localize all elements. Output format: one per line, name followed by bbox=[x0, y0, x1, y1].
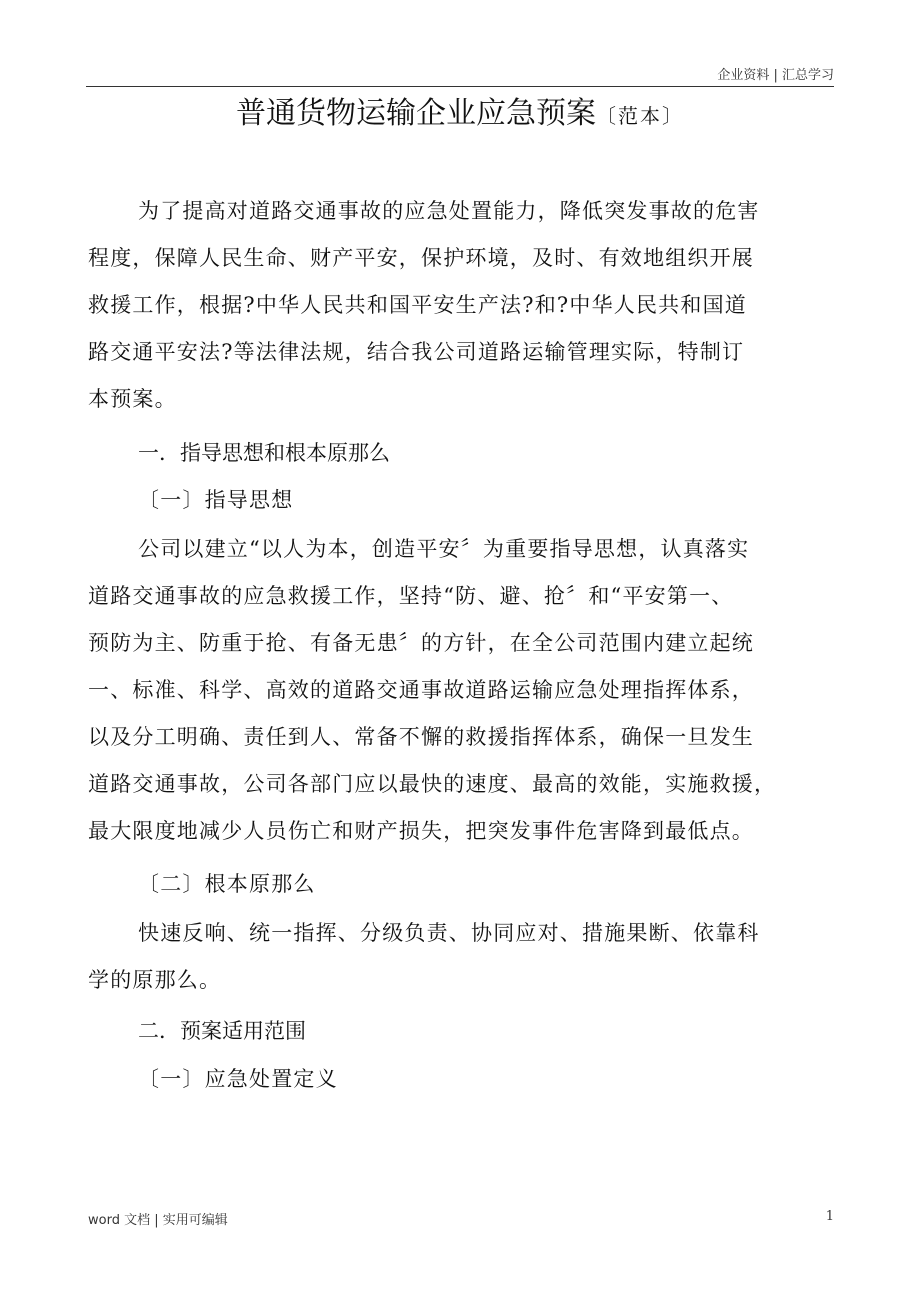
principle-line-2: 学的原那么。 bbox=[88, 968, 222, 992]
page-number: 1 bbox=[825, 1209, 834, 1224]
intro-line-4: 路交通平安法?等法律法规，结合我公司道路运输管理实际，特制订 bbox=[88, 340, 745, 364]
section-1-sub-2-heading: 〔二〕根本原那么 bbox=[138, 872, 316, 896]
intro-line-3: 救援工作，根据?中华人民共和国平安生产法?和?中华人民共和国道 bbox=[88, 293, 747, 317]
page-header: 企业资料 | 汇总学习 bbox=[717, 68, 834, 83]
guiding-line-3: 预防为主、防重于抢、有备无患〞的方针，在全公司范围内建立起统 bbox=[88, 631, 754, 655]
guiding-line-4: 一、标准、科学、高效的道路交通事故道路运输应急处理指挥体系， bbox=[88, 678, 754, 702]
guiding-line-6: 道路交通事故，公司各部门应以最快的速度、最高的效能，实施救援， bbox=[88, 772, 777, 796]
title-main: 普通货物运输企业应急预案 bbox=[236, 96, 596, 131]
principle-line-1: 快速反响、统一指挥、分级负责、协同应对、措施果断、依靠科 bbox=[138, 921, 760, 945]
intro-line-1: 为了提高对道路交通事故的应急处置能力，降低突发事故的危害 bbox=[138, 199, 760, 223]
page-footer: word 文档 | 实用可编辑 bbox=[88, 1213, 228, 1228]
intro-line-5: 本预案。 bbox=[88, 387, 177, 411]
section-2-heading: 二．预案适用范围 bbox=[138, 1019, 306, 1043]
intro-line-2: 程度，保障人民生命、财产平安，保护环境，及时、有效地组织开展 bbox=[88, 246, 754, 270]
guiding-line-7: 最大限度地减少人员伤亡和财产损失，把突发事件危害降到最低点。 bbox=[88, 819, 754, 843]
guiding-line-5: 以及分工明确、责任到人、常备不懈的救援指挥体系，确保一旦发生 bbox=[88, 725, 754, 749]
section-2-sub-1-heading: 〔一〕应急处置定义 bbox=[138, 1067, 338, 1091]
section-1-sub-1-heading: 〔一〕指导思想 bbox=[138, 488, 294, 512]
document-title bbox=[0, 88, 920, 132]
title-sub: 〔范本〕 bbox=[596, 104, 684, 128]
header-divider bbox=[86, 86, 834, 87]
guiding-line-2: 道路交通事故的应急救援工作，坚持“防、避、抢〞和“平安第一、 bbox=[88, 584, 734, 608]
guiding-line-1: 公司以建立“以人为本，创造平安〞为重要指导思想，认真落实 bbox=[138, 537, 750, 561]
section-1-heading: 一．指导思想和根本原那么 bbox=[138, 441, 390, 465]
